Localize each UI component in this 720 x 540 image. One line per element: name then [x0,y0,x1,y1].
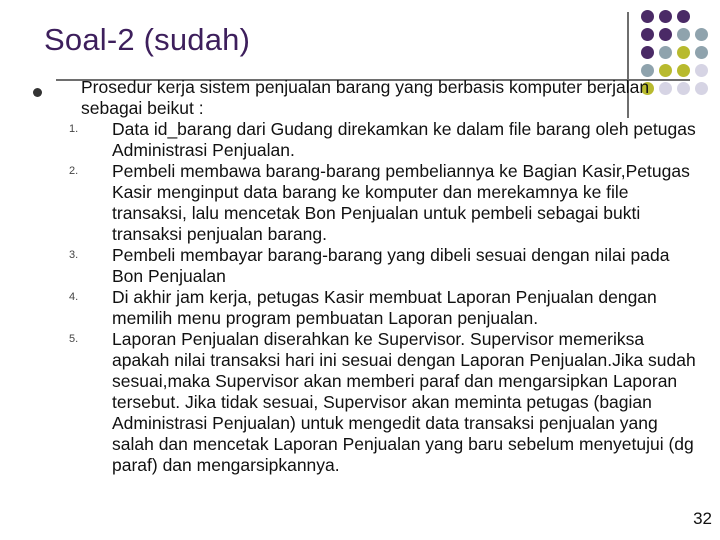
decorative-dot [677,10,690,23]
list-item-number: 5. [69,333,79,345]
list-item-number: 1. [69,123,79,135]
list-item-number: 4. [69,291,79,303]
decorative-dot [677,28,690,41]
decorative-dot [641,64,654,77]
decorative-dot [641,10,654,23]
decorative-dot [641,46,654,59]
decorative-dot [659,64,672,77]
list-item-number: 2. [69,165,79,177]
bullet-dot [33,88,42,97]
title: Soal-2 (sudah) [44,22,251,57]
list-item [0,119,720,161]
list-item-text: Data id_barang dari Gudang direkamkan ke dalam file barang oleh petugas Administrasi Penjualan. [112,119,696,160]
list-item [0,329,720,476]
list-item-text: Laporan Penjualan diserahkan ke Supervisor. Supervisor memeriksa apakah nilai transaksi hari ini sesuai dengan Laporan Penjualan.Jika sudah sesuai,maka Supervisor akan memberi paraf dan mengarsipkan Laporan tersebut. Jika tidak sesuai, Supervisor akan meminta petugas (bagian Administrasi Penjualan) untuk mengedit data transaksi penjualan yang salah dan mencetak Laporan Penjualan yang baru sebelum menyetujui (dg paraf) dan mengarsipkannya. [112,329,696,475]
page-number: 32 [693,509,712,528]
decorative-dot [641,28,654,41]
decorative-dot [659,10,672,23]
decorative-dot [659,28,672,41]
decorative-dot [659,46,672,59]
list-item-text: Pembeli membayar barang-barang yang dibeli sesuai dengan nilai pada Bon Penjualan [112,245,670,286]
decorative-dot [695,64,708,77]
intro-text: Prosedur kerja sistem penjualan barang yang berbasis komputer berjalan sebagai beikut : [81,77,650,118]
list-item [0,161,720,245]
list-item-text: Di akhir jam kerja, petugas Kasir membuat Laporan Penjualan dengan memilih menu program pembuatan Laporan penjualan. [112,287,657,328]
decorative-dot [677,46,690,59]
decorative-dot [695,46,708,59]
list-item-text: Pembeli membawa barang-barang pembeliannya ke Bagian Kasir,Petugas Kasir menginput data barang ke komputer dan merekamnya ke file transaksi, lalu mencetak Bon Penjualan untuk pembeli sebagai bukti transaksi penjualan barang. [112,161,690,244]
numbered-list [0,119,720,476]
decorative-dot [695,28,708,41]
decorative-dot [695,82,708,95]
list-item [0,287,720,329]
decorative-dot [677,64,690,77]
list-item [0,245,720,287]
list-item-number: 3. [69,249,79,261]
